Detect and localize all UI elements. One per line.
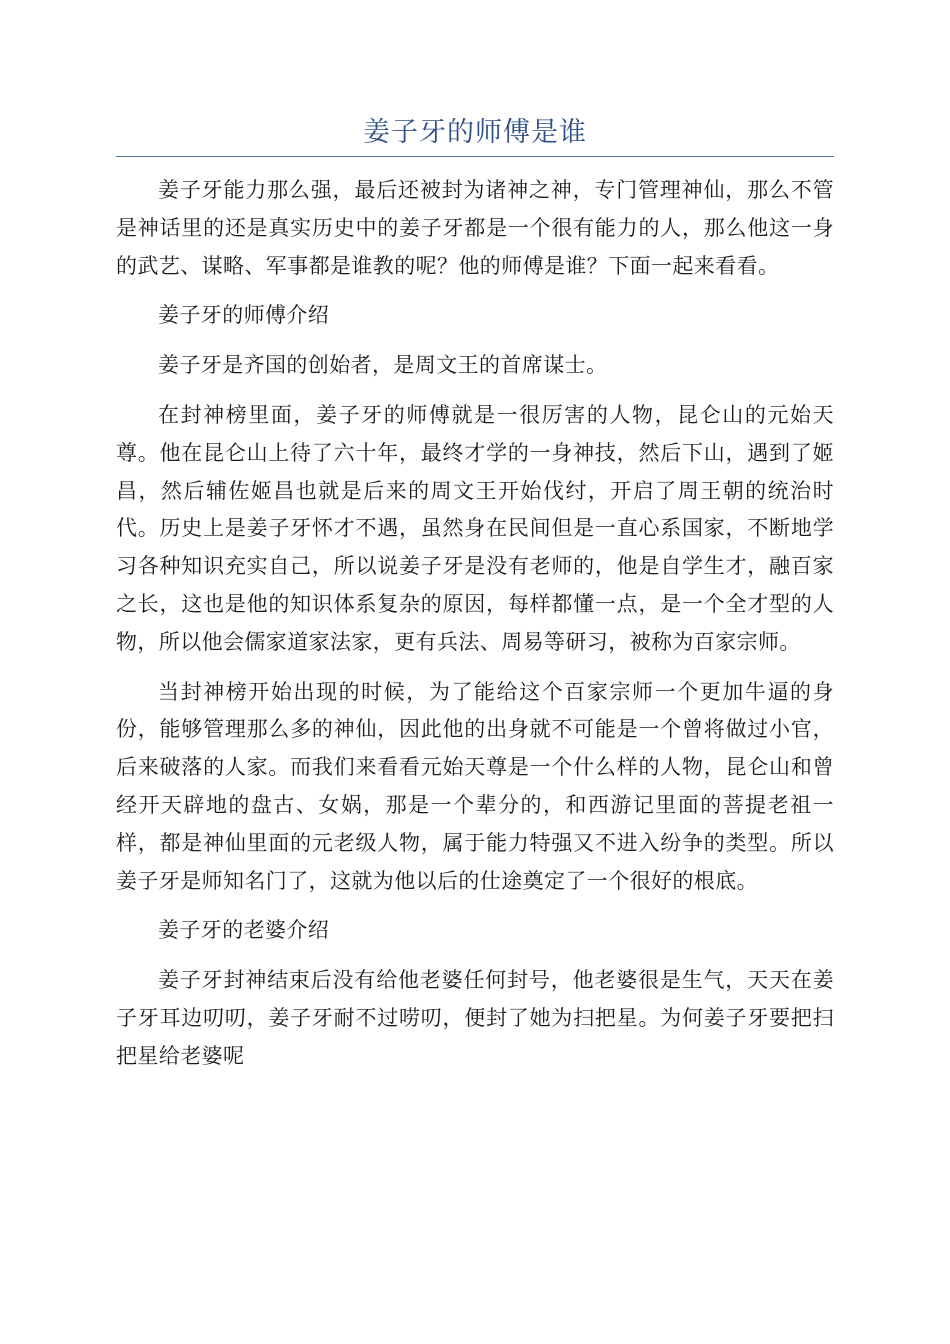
- title-block: [116, 112, 834, 157]
- paragraph-founder: 姜子牙是齐国的创始者，是周文王的首席谋士。: [158, 353, 608, 378]
- document-body: [116, 172, 834, 1088]
- section-heading-master: 姜子牙的师傅介绍: [158, 303, 330, 328]
- document-title: 姜子牙的师傅是谁: [363, 117, 587, 148]
- section-heading-wife: 姜子牙的老婆介绍: [158, 918, 330, 943]
- paragraph-fengshen: 在封神榜里面，姜子牙的师傅就是一很厉害的人物，昆仑山的元始天尊。他在昆仑山上待了六十年，最终才学的一身神技，然后下山，遇到了姬昌，然后辅佐姬昌也就是后来的周文王开始伐纣，开启了周王朝的统治时代。历史上是姜子牙怀才不遇，虽然身在民间但是一直心系国家，不断地学习各种知识充实自己，所以说姜子牙是没有老师的，他是自学生才，融百家之长，这也是他的知识体系复杂的原因，每样都懂一点，是一个全才型的人物，所以他会儒家道家法家，更有兵法、周易等研习，被称为百家宗师。: [116, 402, 834, 654]
- paragraph-yuanshi: 当封神榜开始出现的时候，为了能给这个百家宗师一个更加牛逼的身份，能够管理那么多的神仙，因此他的出身就不可能是一个曾将做过小官，后来破落的人家。而我们来看看元始天尊是一个什么样的人物，昆仑山和曾经开天辟地的盘古、女娲，那是一个辈分的，和西游记里面的菩提老祖一样，都是神仙里面的元老级人物，属于能力特强又不进入纷争的类型。所以姜子牙是师知名门了，这就为他以后的仕途奠定了一个很好的根底。: [116, 679, 834, 893]
- paragraph-intro: 姜子牙能力那么强，最后还被封为诸神之神，专门管理神仙，那么不管是神话里的还是真实历史中的姜子牙都是一个很有能力的人，那么他这一身的武艺、谋略、军事都是谁教的呢？他的师傅是谁？下面一起来看看。: [116, 178, 834, 278]
- paragraph-wife: 姜子牙封神结束后没有给他老婆任何封号，他老婆很是生气，天天在姜子牙耳边叨叨，姜子牙耐不过唠叨，便封了她为扫把星。为何姜子牙要把扫把星给老婆呢: [116, 968, 834, 1068]
